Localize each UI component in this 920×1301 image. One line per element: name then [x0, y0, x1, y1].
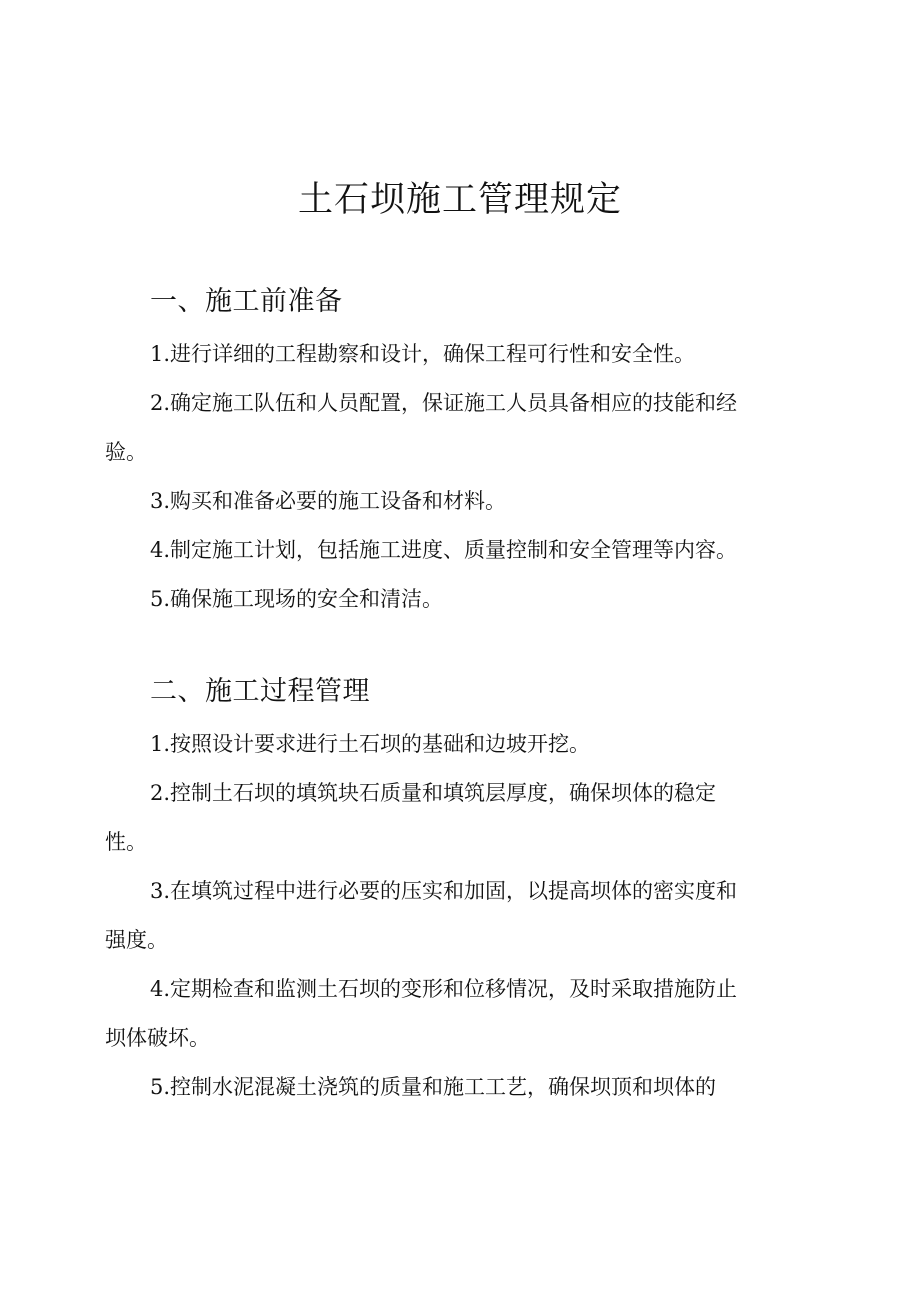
item-text-continuation: 坝体破坏。: [105, 1026, 210, 1050]
document-title: 土石坝施工管理规定: [297, 180, 622, 220]
section-heading: 一、施工前准备: [150, 286, 343, 317]
item-text: .进行详细的工程勘察和设计，确保工程可行性和安全性。: [163, 342, 696, 366]
list-item: [150, 330, 850, 379]
item-number: 4: [150, 977, 164, 1001]
item-number: 2: [150, 391, 164, 415]
item-number: 4: [150, 538, 164, 562]
list-item: [150, 720, 850, 769]
item-text-continuation: 强度。: [105, 928, 168, 952]
item-text: .控制土石坝的填筑块石质量和填筑层厚度，确保坝体的稳定: [163, 781, 717, 805]
item-text: .购买和准备必要的施工设备和材料。: [163, 489, 507, 513]
item-text: .制定施工计划，包括施工进度、质量控制和安全管理等内容。: [163, 538, 738, 562]
item-number: 3: [150, 879, 164, 903]
list-item: [105, 379, 850, 477]
list-item: [150, 1063, 850, 1112]
item-number: 2: [150, 781, 164, 805]
item-text: .在填筑过程中进行必要的压实和加固，以提高坝体的密实度和: [163, 879, 738, 903]
item-number: 1: [150, 732, 164, 756]
section-heading: 二、施工过程管理: [150, 676, 370, 707]
item-number: 3: [150, 489, 164, 513]
list-item: [105, 965, 850, 1063]
item-number: 5: [150, 587, 164, 611]
item-number: 1: [150, 342, 164, 366]
section-preparation: [105, 282, 850, 624]
item-text-continuation: 性。: [105, 830, 147, 854]
item-text: .定期检查和监测土石坝的变形和位移情况，及时采取措施防止: [163, 977, 738, 1001]
item-number: 5: [150, 1075, 164, 1099]
list-item: [150, 575, 850, 624]
list-item: [150, 526, 850, 575]
item-text-continuation: 验。: [105, 440, 147, 464]
list-item: [105, 769, 850, 867]
item-text: .确定施工队伍和人员配置，保证施工人员具备相应的技能和经: [163, 391, 738, 415]
item-text: .控制水泥混凝土浇筑的质量和施工工艺，确保坝顶和坝体的: [163, 1075, 717, 1099]
item-text: .按照设计要求进行土石坝的基础和边坡开挖。: [163, 732, 591, 756]
list-item: [150, 477, 850, 526]
section-process-management: [105, 672, 850, 1112]
item-text: .确保施工现场的安全和清洁。: [163, 587, 444, 611]
list-item: [105, 867, 850, 965]
